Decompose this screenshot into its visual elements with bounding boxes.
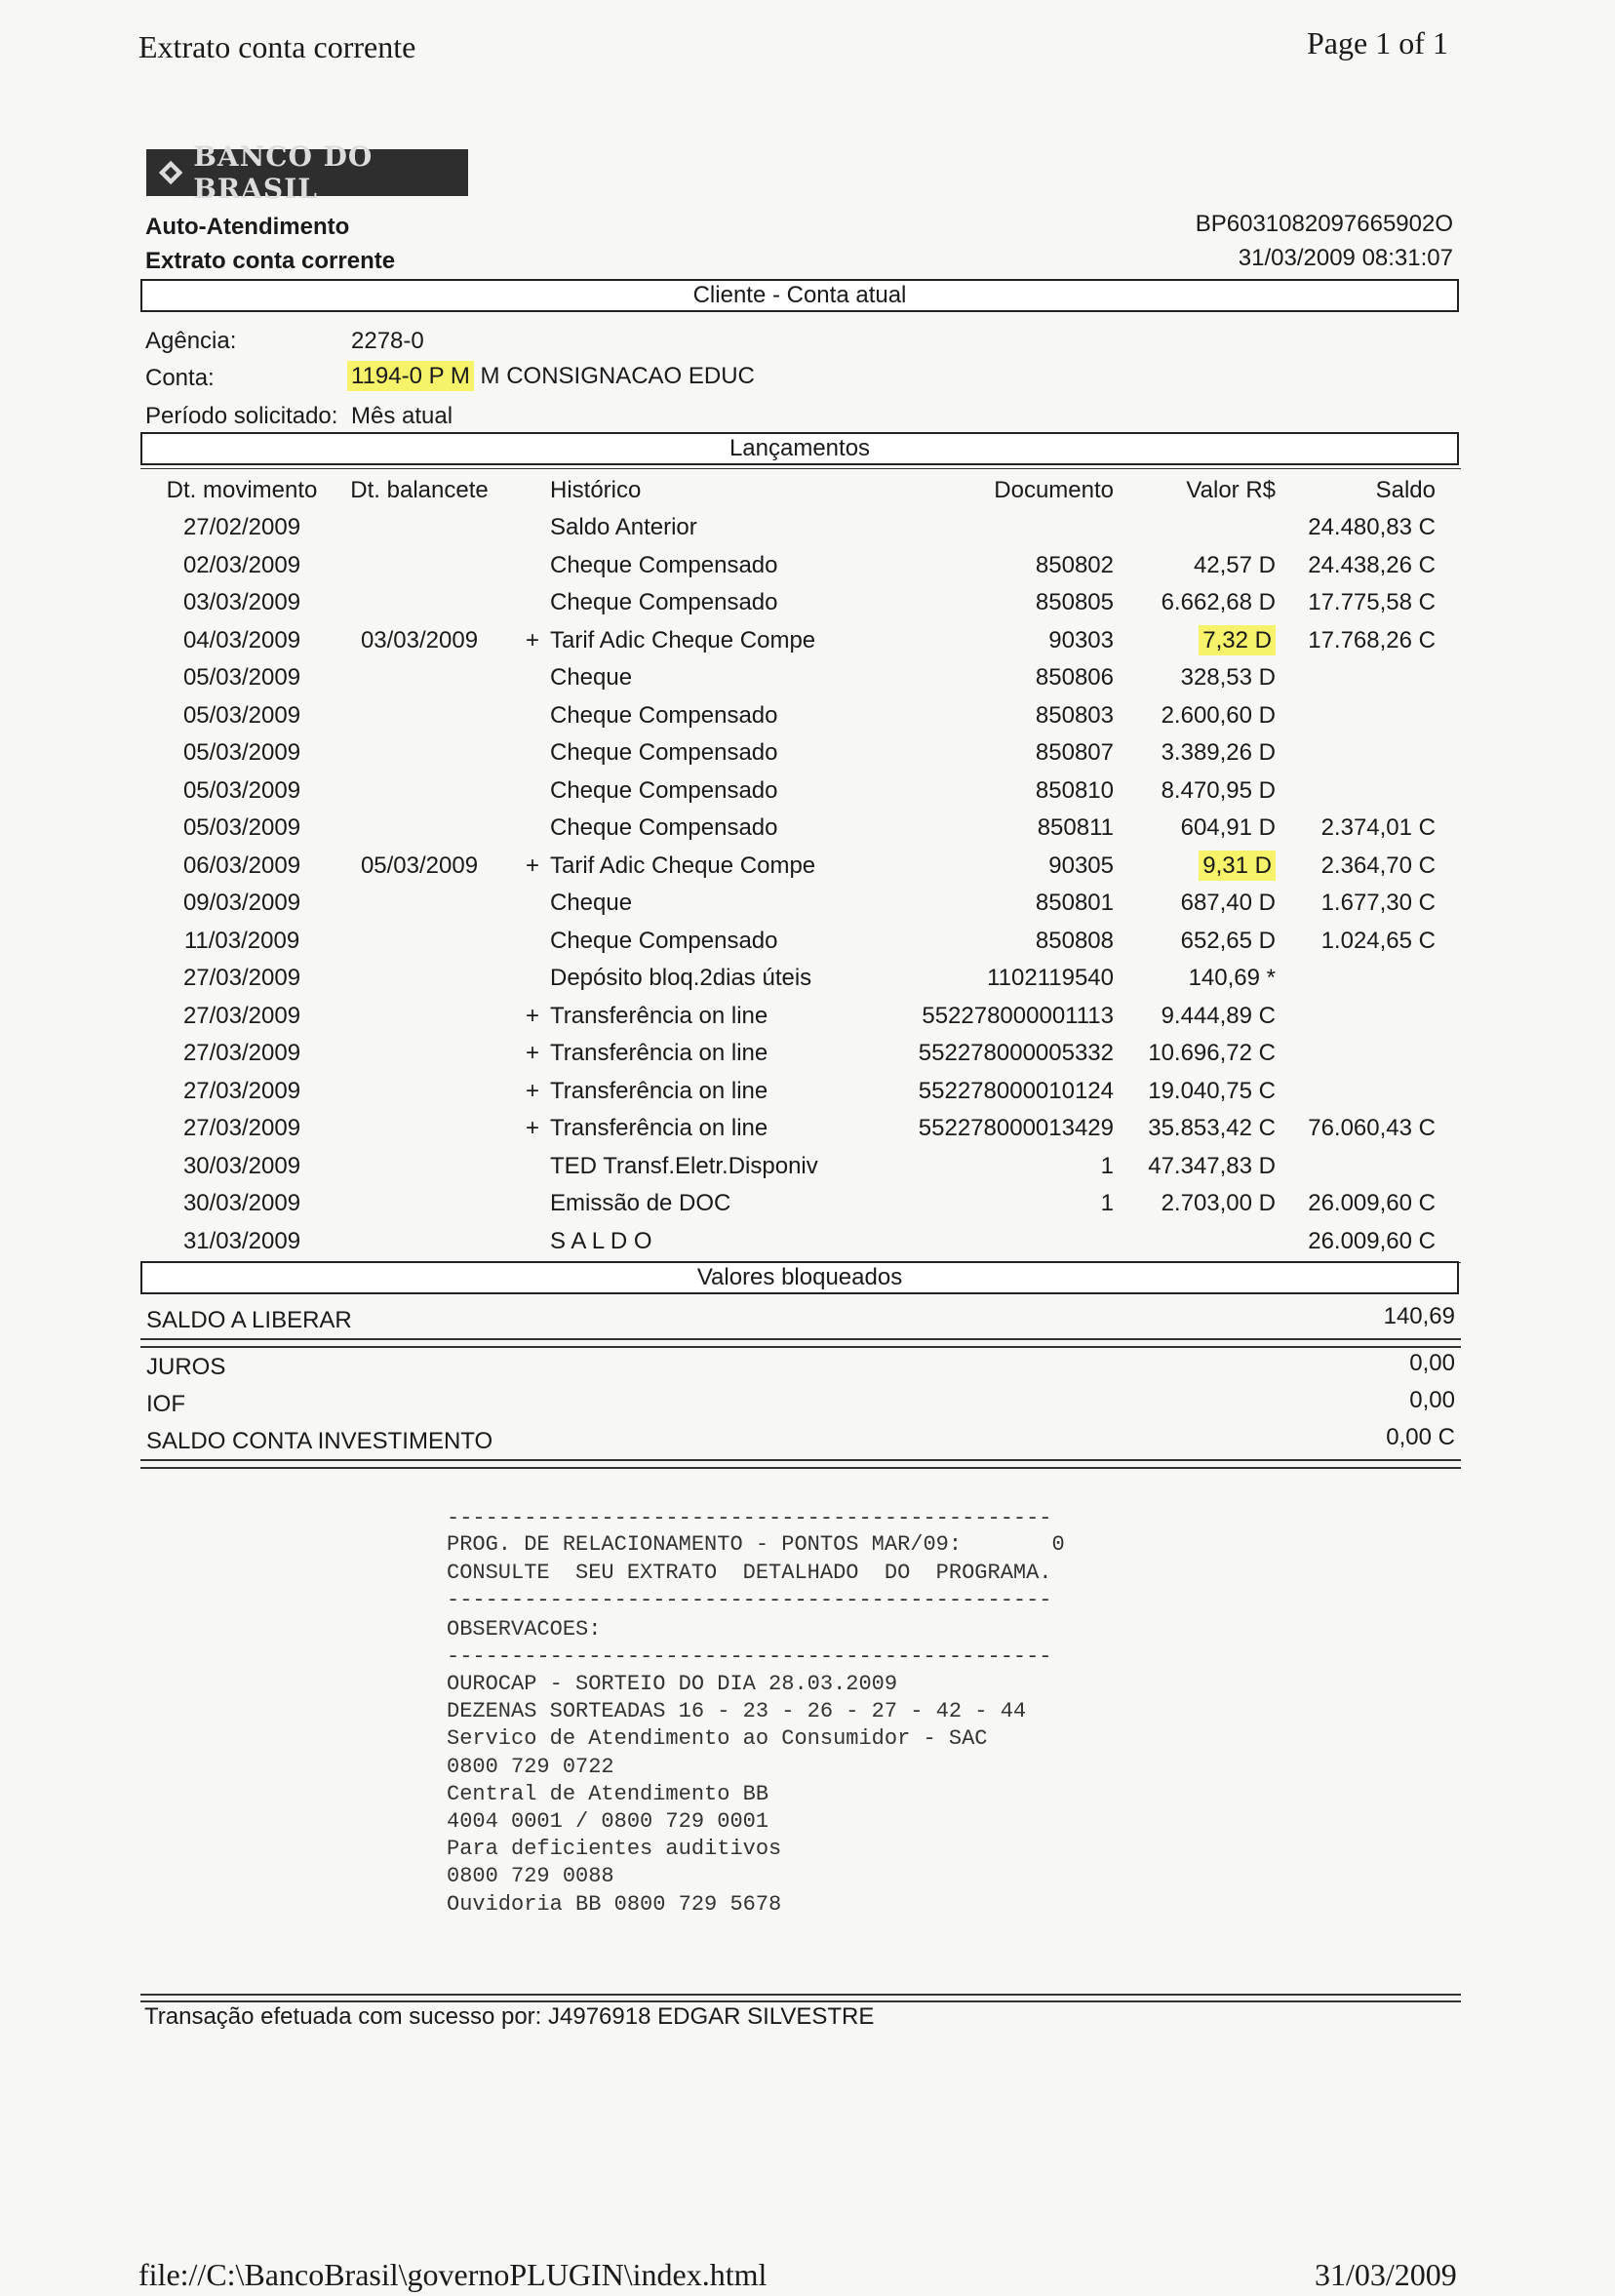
notes-line: 4004 0001 / 0800 729 0001 (447, 1809, 769, 1834)
notes-line: Servico de Atendimento ao Consumidor - SAC (447, 1726, 988, 1751)
row-valor: 140,69 * (1188, 965, 1276, 991)
row-valor: 687,40 D (1180, 890, 1276, 916)
row-valor: 604,91 D (1180, 814, 1276, 841)
row-dt-balancete (346, 584, 492, 621)
row-plus-marker (521, 697, 544, 734)
row-valor: 2.703,00 D (1161, 1190, 1276, 1216)
agencia-label: Agência: (145, 328, 237, 354)
browser-footer-path: file://C:\BancoBrasil\governoPLUGIN\index.html (138, 2257, 768, 2292)
row-historico: Transferência on line (550, 1003, 768, 1029)
row-historico: Emissão de DOC (550, 1190, 731, 1216)
row-saldo: 26.009,60 C (1308, 1228, 1436, 1254)
row-valor: 3.389,26 D (1161, 739, 1276, 766)
row-historico: Depósito bloq.2dias úteis (550, 965, 812, 991)
row-dt-balancete (346, 1185, 492, 1222)
col-dt-movimento: Dt. movimento (166, 477, 318, 503)
row-plus-marker (521, 584, 544, 621)
row-valor: 652,65 D (1180, 928, 1276, 954)
row-plus-marker (521, 885, 544, 922)
iof-value: 0,00 (1409, 1387, 1455, 1413)
row-valor-highlight: 9,31 D (1199, 851, 1276, 881)
row-documento: 1 (1100, 1190, 1114, 1216)
row-documento: 1 (1100, 1153, 1114, 1179)
row-saldo (1287, 1073, 1436, 1110)
row-valor: 42,57 D (1193, 552, 1276, 578)
row-historico: Transferência on line (550, 1115, 768, 1141)
browser-footer-date: 31/03/2009 (1315, 2257, 1457, 2292)
row-documento: 850802 (1035, 552, 1114, 578)
row-dt-movimento: 05/03/2009 (182, 702, 301, 729)
row-plus-marker (521, 1185, 544, 1222)
row-documento: 552278000005332 (918, 1040, 1114, 1066)
row-valor: 2.600,60 D (1161, 702, 1276, 729)
notes-line: Ouvidoria BB 0800 729 5678 (447, 1892, 782, 1917)
row-valor (1123, 509, 1276, 546)
row-dt-balancete (346, 509, 492, 546)
notes-points-line: PROG. DE RELACIONAMENTO - PONTOS MAR/09: 0 (447, 1532, 1065, 1557)
row-valor (1123, 622, 1276, 659)
notes-obs-label: OBSERVACOES: (447, 1617, 602, 1642)
row-saldo: 17.775,58 C (1308, 589, 1436, 615)
row-dt-movimento: 30/03/2009 (182, 1153, 301, 1179)
row-dt-movimento: 05/03/2009 (182, 739, 301, 766)
notes-line: 0800 729 0722 (447, 1755, 614, 1779)
row-dt-balancete (346, 1035, 492, 1072)
row-documento: 1102119540 (987, 965, 1114, 991)
row-plus-marker (521, 923, 544, 960)
notes-dash-1: ----------------------------------------------- (447, 1506, 1052, 1530)
row-saldo (1287, 1148, 1436, 1185)
row-documento: 850807 (1035, 739, 1114, 766)
footer-rule (140, 1994, 1461, 2002)
row-dt-balancete: 05/03/2009 (360, 852, 479, 879)
row-dt-movimento: 05/03/2009 (182, 777, 301, 804)
client-section-title: Cliente - Conta atual (140, 279, 1459, 312)
row-dt-movimento: 03/03/2009 (182, 589, 301, 615)
row-saldo: 17.768,26 C (1308, 627, 1436, 653)
row-plus-marker: + (525, 627, 539, 653)
conta-value-rest: M CONSIGNACAO EDUC (473, 363, 755, 389)
notes-line: 0800 729 0088 (447, 1864, 614, 1888)
lancamentos-title: Lançamentos (140, 432, 1459, 465)
row-valor: 8.470,95 D (1161, 777, 1276, 804)
header-line2: Extrato conta corrente (145, 248, 396, 274)
row-documento: 552278000001113 (922, 1003, 1114, 1029)
row-historico: Cheque Compensado (550, 814, 778, 841)
row-plus-marker: + (525, 1040, 539, 1066)
row-plus-marker (521, 810, 544, 847)
row-dt-balancete (346, 772, 492, 810)
bank-logo (146, 140, 468, 205)
saldo-investimento-value: 0,00 C (1386, 1424, 1455, 1450)
row-historico: Cheque Compensado (550, 702, 778, 729)
browser-title: Extrato conta corrente (138, 29, 416, 64)
row-saldo: 24.438,26 C (1308, 552, 1436, 578)
saldo-investimento-label: SALDO CONTA INVESTIMENTO (146, 1428, 493, 1454)
header-line1: Auto-Atendimento (145, 214, 350, 240)
row-saldo (1287, 998, 1436, 1035)
row-dt-balancete (346, 1110, 492, 1147)
row-documento: 90305 (1048, 852, 1114, 879)
bb-logo-icon (158, 158, 183, 187)
row-documento (858, 509, 1114, 546)
row-dt-balancete (346, 923, 492, 960)
notes-line: DEZENAS SORTEADAS 16 - 23 - 26 - 27 - 42 - 44 (447, 1699, 1027, 1723)
row-saldo: 1.024,65 C (1320, 928, 1436, 954)
row-saldo (1287, 960, 1436, 997)
notes-line: Para deficientes auditivos (447, 1837, 782, 1861)
col-historico: Histórico (550, 477, 642, 503)
notes-consult-line: CONSULTE SEU EXTRATO DETALHADO DO PROGRAMA. (447, 1561, 1052, 1585)
row-plus-marker (521, 960, 544, 997)
row-saldo (1287, 734, 1436, 772)
row-dt-movimento: 06/03/2009 (182, 852, 301, 879)
row-dt-movimento: 11/03/2009 (183, 928, 300, 954)
row-dt-movimento: 27/03/2009 (182, 1003, 301, 1029)
row-historico: Cheque Compensado (550, 739, 778, 766)
conta-label: Conta: (145, 365, 215, 391)
notes-dash-2: ----------------------------------------------- (447, 1588, 1052, 1612)
row-dt-movimento: 30/03/2009 (182, 1190, 301, 1216)
row-dt-balancete (346, 960, 492, 997)
row-dt-movimento: 02/03/2009 (182, 552, 301, 578)
periodo-value: Mês atual (351, 403, 453, 429)
row-valor: 35.853,42 C (1148, 1115, 1276, 1141)
row-plus-marker: + (525, 1078, 539, 1104)
notes-dash-3: ----------------------------------------------- (447, 1644, 1052, 1669)
row-saldo (1287, 697, 1436, 734)
row-historico: Cheque Compensado (550, 589, 778, 615)
row-plus-marker: + (525, 1115, 539, 1141)
row-historico: Transferência on line (550, 1078, 768, 1104)
row-dt-balancete (346, 697, 492, 734)
row-saldo (1287, 772, 1436, 810)
row-valor: 19.040,75 C (1148, 1078, 1276, 1104)
row-dt-movimento: 27/03/2009 (182, 965, 301, 991)
row-saldo: 2.374,01 C (1320, 814, 1436, 841)
row-plus-marker: + (525, 852, 539, 879)
juros-value: 0,00 (1409, 1350, 1455, 1376)
row-documento: 90303 (1048, 627, 1114, 653)
double-rule-2 (140, 1459, 1461, 1469)
row-dt-balancete (346, 810, 492, 847)
row-documento: 552278000010124 (918, 1078, 1114, 1104)
conta-value (347, 363, 755, 390)
row-saldo (1287, 659, 1436, 696)
row-dt-movimento: 27/02/2009 (182, 514, 301, 540)
row-dt-balancete (346, 1073, 492, 1110)
row-plus-marker (521, 547, 544, 584)
row-valor: 328,53 D (1180, 664, 1276, 691)
row-dt-movimento: 09/03/2009 (182, 890, 301, 916)
row-historico: Cheque (550, 664, 633, 691)
row-documento: 850811 (1037, 814, 1114, 841)
row-plus-marker (521, 659, 544, 696)
row-documento: 850801 (1035, 890, 1114, 916)
row-saldo: 24.480,83 C (1308, 514, 1436, 540)
row-documento: 850805 (1035, 589, 1114, 615)
row-dt-balancete (346, 1148, 492, 1185)
saldo-liberar-label: SALDO A LIBERAR (146, 1307, 352, 1333)
row-historico: Cheque Compensado (550, 777, 778, 804)
periodo-label: Período solicitado: (145, 403, 338, 429)
row-plus-marker (521, 1148, 544, 1185)
iof-label: IOF (146, 1391, 185, 1417)
row-valor (1123, 1223, 1276, 1260)
document-code: BP6031082097665902O (1195, 211, 1453, 237)
row-dt-movimento: 27/03/2009 (182, 1040, 301, 1066)
row-dt-balancete (346, 1223, 492, 1260)
row-dt-movimento: 04/03/2009 (182, 627, 301, 653)
col-dt-balancete: Dt. balancete (350, 477, 489, 503)
row-valor: 10.696,72 C (1148, 1040, 1276, 1066)
notes-line: OUROCAP - SORTEIO DO DIA 28.03.2009 (447, 1672, 898, 1696)
row-historico: Saldo Anterior (550, 514, 697, 540)
row-dt-balancete (346, 885, 492, 922)
row-plus-marker: + (525, 1003, 539, 1029)
row-plus-marker (521, 734, 544, 772)
notes-line: Central de Atendimento BB (447, 1782, 769, 1806)
row-dt-balancete (346, 659, 492, 696)
row-documento: 850810 (1035, 777, 1114, 804)
row-saldo: 76.060,43 C (1308, 1115, 1436, 1141)
row-dt-movimento: 05/03/2009 (182, 664, 301, 691)
row-historico: Cheque Compensado (550, 552, 778, 578)
row-valor-highlight: 7,32 D (1199, 625, 1276, 655)
row-plus-marker (521, 509, 544, 546)
row-historico: Transferência on line (550, 1040, 768, 1066)
row-dt-movimento: 27/03/2009 (182, 1078, 301, 1104)
header-datetime: 31/03/2009 08:31:07 (1238, 245, 1453, 271)
row-valor: 6.662,68 D (1161, 589, 1276, 615)
row-historico: TED Transf.Eletr.Disponiv (550, 1153, 818, 1179)
row-valor: 9.444,89 C (1161, 1003, 1276, 1029)
juros-label: JUROS (146, 1354, 226, 1380)
row-plus-marker (521, 1223, 544, 1260)
row-historico: Cheque (550, 890, 633, 916)
row-historico: Tarif Adic Cheque Compe (550, 852, 816, 879)
agencia-value: 2278-0 (351, 328, 424, 354)
row-documento: 552278000013429 (918, 1115, 1114, 1141)
row-documento (858, 1223, 1114, 1260)
row-plus-marker (521, 772, 544, 810)
double-rule-1 (140, 1338, 1461, 1348)
row-valor: 47.347,83 D (1148, 1153, 1276, 1179)
row-valor (1123, 848, 1276, 885)
row-dt-movimento: 31/03/2009 (182, 1228, 301, 1254)
row-dt-balancete (346, 734, 492, 772)
col-valor: Valor R$ (1186, 477, 1276, 503)
row-historico: S A L D O (550, 1228, 652, 1254)
conta-value-highlight: 1194-0 P M (347, 361, 474, 391)
row-saldo: 26.009,60 C (1308, 1190, 1436, 1216)
page-indicator: Page 1 of 1 (1307, 25, 1448, 60)
row-saldo: 1.677,30 C (1320, 890, 1436, 916)
row-dt-balancete (346, 998, 492, 1035)
row-saldo (1287, 1035, 1436, 1072)
row-documento: 850808 (1035, 928, 1114, 954)
row-saldo: 2.364,70 C (1320, 852, 1436, 879)
row-historico: Tarif Adic Cheque Compe (550, 627, 816, 653)
row-historico: Cheque Compensado (550, 928, 778, 954)
row-documento: 850806 (1035, 664, 1114, 691)
saldo-liberar-value: 140,69 (1383, 1303, 1455, 1329)
row-dt-balancete (346, 547, 492, 584)
row-dt-movimento: 27/03/2009 (182, 1115, 301, 1141)
col-saldo: Saldo (1375, 477, 1436, 503)
row-dt-balancete: 03/03/2009 (360, 627, 479, 653)
logo-text: BANCO DO BRASIL (193, 140, 374, 205)
row-documento: 850803 (1035, 702, 1114, 729)
bloqueados-title: Valores bloqueados (140, 1261, 1459, 1294)
lancamentos-divider (140, 468, 1461, 469)
transaction-confirmation: Transação efetuada com sucesso por: J4976918 EDGAR SILVESTRE (144, 2003, 875, 2030)
col-documento: Documento (994, 477, 1114, 503)
row-dt-movimento: 05/03/2009 (182, 814, 301, 841)
